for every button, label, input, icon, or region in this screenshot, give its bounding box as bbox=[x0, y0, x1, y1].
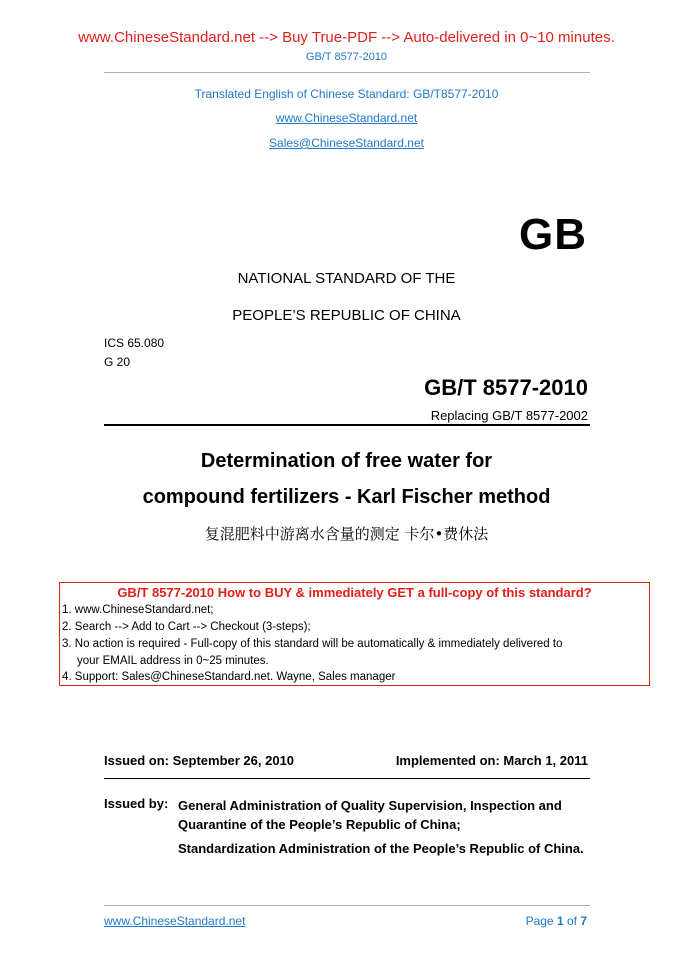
standard-number: GB/T 8577-2010 bbox=[424, 375, 588, 400]
footer-website-link[interactable]: www.ChineseStandard.net bbox=[104, 914, 246, 928]
buy-step-4: 4. Support: Sales@ChineseStandard.net. Wayne, Sales manager bbox=[62, 671, 396, 683]
page-prefix: Page bbox=[525, 914, 557, 928]
issued-date: Issued on: September 26, 2010 bbox=[104, 753, 295, 768]
issuing-org-1: General Administration of Quality Supervision, Inspection and Quarantine of the People’s Republic of China; bbox=[178, 798, 562, 832]
page-of: of bbox=[563, 914, 581, 928]
header-standard-code: GB/T 8577-2010 bbox=[305, 51, 388, 63]
buy-heading: GB/T 8577-2010 How to BUY & immediately GET a full-copy of this standard? bbox=[117, 585, 592, 600]
header-divider bbox=[104, 72, 590, 73]
national-standard-line1: NATIONAL STANDARD OF THE bbox=[237, 270, 456, 287]
gb-logo: GB bbox=[519, 210, 587, 259]
translated-title: Translated English of Chinese Standard: GB/T8577-2010 bbox=[194, 87, 499, 101]
buy-step-3-continued: your EMAIL address in 0~25 minutes. bbox=[77, 655, 269, 667]
document-title-line1: Determination of free water for bbox=[200, 450, 493, 472]
footer-divider bbox=[104, 905, 590, 906]
document-title-line2: compound fertilizers - Karl Fischer method bbox=[142, 486, 551, 508]
buy-step-2: 2. Search --> Add to Cart --> Checkout (3-steps); bbox=[62, 621, 311, 633]
implemented-date: Implemented on: March 1, 2011 bbox=[395, 753, 588, 768]
dates-divider bbox=[104, 778, 590, 779]
buy-info-box bbox=[59, 582, 650, 686]
page-total: 7 bbox=[580, 914, 587, 928]
issued-by-label: Issued by: bbox=[104, 796, 169, 811]
email-link[interactable]: Sales@ChineseStandard.net bbox=[269, 136, 424, 150]
replacing-standard: Replacing GB/T 8577-2002 bbox=[430, 408, 588, 423]
top-banner[interactable]: www.ChineseStandard.net --> Buy True-PDF --> Auto-delivered in 0~10 minutes. bbox=[78, 29, 615, 46]
buy-step-3: 3. No action is required - Full-copy of this standard will be automatically & immediately delivered to bbox=[62, 638, 563, 650]
ics-code: ICS 65.080 bbox=[104, 336, 165, 350]
ccs-code: G 20 bbox=[104, 355, 131, 369]
page-current: 1 bbox=[556, 914, 564, 928]
title-divider bbox=[104, 424, 590, 426]
buy-step-1: 1. www.ChineseStandard.net; bbox=[62, 604, 214, 616]
issuing-org-2: Standardization Administration of the People’s Republic of China. bbox=[178, 841, 584, 856]
page-indicator bbox=[526, 914, 587, 928]
chinese-title: 复混肥料中游离水含量的测定 卡尔•费休法 bbox=[204, 525, 489, 543]
national-standard-line2: PEOPLE’S REPUBLIC OF CHINA bbox=[232, 307, 461, 324]
website-link[interactable]: www.ChineseStandard.net bbox=[275, 111, 418, 125]
